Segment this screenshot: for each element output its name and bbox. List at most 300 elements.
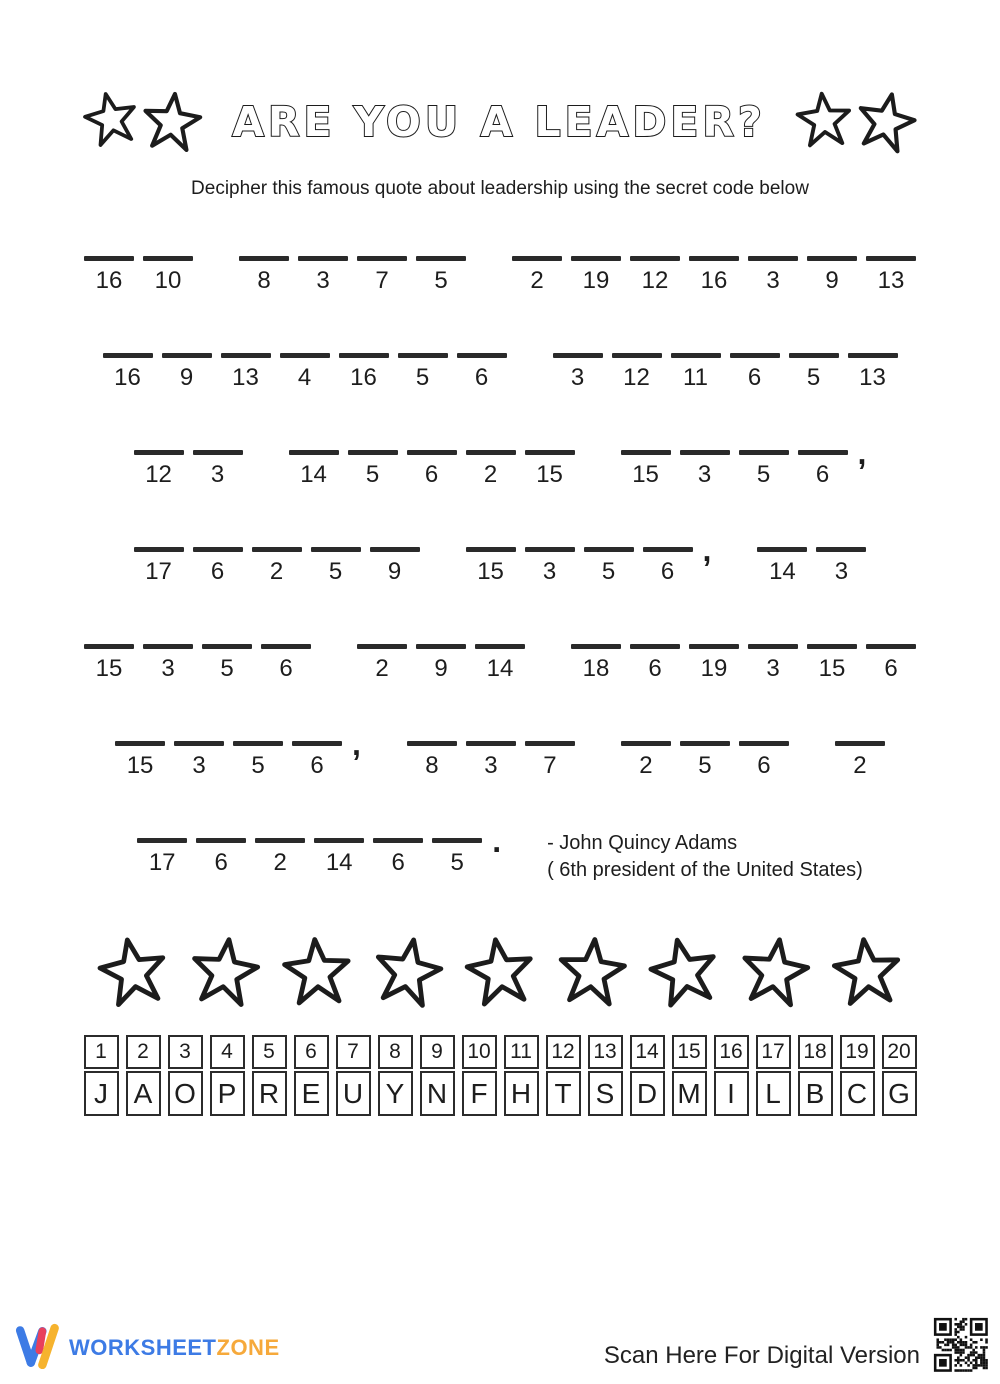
footer	[0, 1306, 1000, 1384]
answer-blank-line	[143, 644, 193, 649]
answer-code-number: 6	[310, 752, 324, 779]
answer-code-number: 5	[698, 752, 712, 779]
answer-blank-cell	[466, 450, 516, 487]
answer-blank-cell	[407, 450, 457, 487]
puzzle-word	[103, 353, 507, 390]
code-key-letter: P	[210, 1071, 245, 1116]
answer-code-number: 6	[815, 461, 830, 488]
code-key-number: 14	[630, 1035, 665, 1069]
answer-blank-cell	[261, 644, 311, 681]
answer-code-number: 15	[95, 655, 123, 682]
answer-blank-line	[680, 741, 730, 746]
answer-blank-cell	[115, 741, 165, 778]
answer-code-number: 6	[884, 655, 898, 682]
punctuation-mark: ,	[857, 435, 867, 471]
answer-blank-line	[289, 450, 339, 455]
code-key-letter: A	[126, 1071, 161, 1116]
answer-blank-line	[196, 838, 246, 843]
punctuation-mark: ,	[702, 532, 712, 568]
answer-blank-cell	[432, 838, 482, 875]
answer-blank-line	[174, 741, 224, 746]
answer-blank-line	[525, 741, 575, 746]
answer-code-number: 14	[769, 558, 796, 585]
answer-code-number: 8	[257, 267, 271, 294]
star-icon	[848, 84, 924, 160]
puzzle-word	[84, 644, 311, 681]
answer-blank-cell	[630, 256, 680, 293]
answer-code-number: 8	[425, 752, 439, 779]
answer-code-number: 7	[543, 752, 557, 779]
answer-blank-line	[193, 450, 243, 455]
code-key-letter: I	[714, 1071, 749, 1116]
answer-code-number: 2	[639, 752, 653, 779]
answer-blank-line	[739, 450, 789, 455]
puzzle-word	[115, 726, 361, 779]
code-key-column	[378, 1035, 413, 1116]
answer-blank-cell	[357, 644, 407, 681]
answer-code-number: 10	[154, 267, 182, 294]
answer-code-number: 12	[623, 364, 650, 391]
answer-code-number: 3	[210, 461, 225, 488]
answer-blank-cell	[584, 547, 634, 584]
answer-blank-cell	[239, 256, 289, 293]
star-icon	[458, 930, 542, 1014]
answer-code-number: 2	[483, 461, 498, 488]
code-key-column	[588, 1035, 623, 1116]
answer-blank-line	[193, 547, 243, 552]
brand-name	[69, 1335, 280, 1361]
answer-blank-cell	[143, 256, 193, 293]
answer-blank-line	[621, 741, 671, 746]
answer-code-number: 2	[853, 752, 867, 779]
code-key-column	[882, 1035, 917, 1116]
qr-code-icon	[932, 1316, 990, 1374]
answer-code-number: 16	[700, 267, 728, 294]
puzzle-row	[0, 353, 1000, 395]
answer-blank-line	[621, 450, 671, 455]
answer-code-number: 2	[375, 655, 389, 682]
code-key-letter: B	[798, 1071, 833, 1116]
answer-blank-cell	[630, 644, 680, 681]
code-key-column	[252, 1035, 287, 1116]
answer-code-number: 15	[126, 752, 154, 779]
answer-blank-cell	[407, 741, 457, 778]
code-key-number: 6	[294, 1035, 329, 1069]
answer-blank-line	[807, 256, 857, 261]
code-key-letter: M	[672, 1071, 707, 1116]
code-key-number: 9	[420, 1035, 455, 1069]
answer-blank-line	[134, 450, 184, 455]
answer-code-number: 6	[391, 849, 405, 876]
answer-code-number: 17	[148, 849, 176, 876]
answer-code-number: 5	[601, 558, 616, 585]
star-icon	[365, 929, 451, 1015]
answer-code-number: 14	[325, 849, 353, 876]
answer-blank-cell	[739, 450, 789, 487]
code-key-column	[630, 1035, 665, 1116]
answer-blank-cell	[525, 547, 575, 584]
answer-blank-cell	[689, 644, 739, 681]
answer-blank-cell	[193, 450, 243, 487]
answer-blank-line	[202, 644, 252, 649]
answer-blank-line	[280, 353, 330, 358]
answer-code-number: 9	[825, 267, 839, 294]
answer-code-number: 3	[316, 267, 330, 294]
answer-blank-cell	[196, 838, 246, 875]
answer-blank-cell	[255, 838, 305, 875]
answer-code-number: 15	[818, 655, 846, 682]
code-key-number: 12	[546, 1035, 581, 1069]
puzzle-word	[407, 741, 575, 778]
answer-code-number: 19	[582, 267, 610, 294]
answer-code-number: 6	[474, 364, 489, 391]
answer-blank-line	[357, 256, 407, 261]
puzzle-word	[289, 450, 575, 487]
answer-code-number: 18	[582, 655, 610, 682]
answer-blank-line	[373, 838, 423, 843]
answer-blank-line	[643, 547, 693, 552]
answer-blank-line	[571, 644, 621, 649]
answer-blank-line	[789, 353, 839, 358]
answer-blank-line	[143, 256, 193, 261]
answer-blank-cell	[848, 353, 898, 390]
puzzle-row	[0, 435, 1000, 492]
answer-blank-line	[866, 256, 916, 261]
answer-blank-line	[512, 256, 562, 261]
answer-blank-line	[630, 256, 680, 261]
code-key-letter: T	[546, 1071, 581, 1116]
puzzle-word	[757, 547, 866, 584]
code-key-number: 18	[798, 1035, 833, 1069]
answer-blank-cell	[525, 741, 575, 778]
answer-blank-cell	[134, 547, 184, 584]
answer-code-number: 3	[766, 655, 780, 682]
answer-blank-cell	[252, 547, 302, 584]
answer-code-number: 6	[757, 752, 771, 779]
answer-blank-line	[416, 644, 466, 649]
instructions-text: Decipher this famous quote about leadership using the secret code below	[191, 178, 809, 199]
answer-blank-line	[730, 353, 780, 358]
answer-blank-cell	[512, 256, 562, 293]
answer-code-number: 4	[297, 364, 312, 391]
answer-code-number: 16	[350, 364, 377, 391]
answer-blank-line	[584, 547, 634, 552]
star-icon	[277, 933, 356, 1012]
puzzle-word	[239, 256, 466, 293]
code-key-column	[126, 1035, 161, 1116]
answer-blank-cell	[621, 741, 671, 778]
puzzle-word	[466, 532, 712, 585]
quote-attribution	[547, 830, 863, 884]
answer-code-number: 6	[424, 461, 439, 488]
answer-blank-cell	[84, 644, 134, 681]
secret-code-key	[0, 1035, 1000, 1116]
answer-blank-cell	[730, 353, 780, 390]
code-key-column	[168, 1035, 203, 1116]
answer-blank-cell	[835, 741, 885, 778]
answer-blank-line	[239, 256, 289, 261]
answer-blank-line	[466, 450, 516, 455]
answer-blank-cell	[339, 353, 389, 390]
answer-code-number: 3	[484, 752, 498, 779]
answer-blank-line	[348, 450, 398, 455]
answer-blank-cell	[193, 547, 243, 584]
puzzle-word	[84, 256, 193, 293]
puzzle-row	[0, 256, 1000, 298]
star-icon	[826, 931, 907, 1012]
answer-blank-cell	[292, 741, 342, 778]
answer-blank-line	[671, 353, 721, 358]
answer-blank-cell	[807, 256, 857, 293]
answer-blank-line	[221, 353, 271, 358]
code-key-number: 2	[126, 1035, 161, 1069]
answer-blank-cell	[466, 741, 516, 778]
code-key-letter: Y	[378, 1071, 413, 1116]
answer-blank-cell	[398, 353, 448, 390]
answer-blank-line	[835, 741, 885, 746]
code-key-letter: U	[336, 1071, 371, 1116]
code-key-column	[84, 1035, 119, 1116]
puzzle-word	[621, 741, 789, 778]
answer-code-number: 3	[834, 558, 849, 585]
punctuation-mark: .	[492, 823, 502, 859]
answer-blank-line	[739, 741, 789, 746]
answer-blank-line	[553, 353, 603, 358]
answer-blank-cell	[757, 547, 807, 584]
code-key-column	[714, 1035, 749, 1116]
answer-code-number: 3	[192, 752, 206, 779]
brand-primary: WORKSHEET	[69, 1334, 217, 1360]
answer-code-number: 15	[536, 461, 563, 488]
answer-code-number: 5	[806, 364, 821, 391]
answer-code-number: 2	[273, 849, 287, 876]
code-key-letter: C	[840, 1071, 875, 1116]
answer-code-number: 3	[697, 461, 712, 488]
answer-blank-line	[466, 741, 516, 746]
code-key-letter: N	[420, 1071, 455, 1116]
header-stars-left	[82, 90, 204, 154]
answer-blank-cell	[233, 741, 283, 778]
code-key-letter: D	[630, 1071, 665, 1116]
answer-code-number: 5	[450, 849, 464, 876]
brand-secondary: ZONE	[216, 1334, 280, 1360]
puzzle-row	[0, 823, 1000, 881]
code-key-number: 4	[210, 1035, 245, 1069]
code-key-column	[840, 1035, 875, 1116]
answer-blank-cell	[680, 741, 730, 778]
answer-blank-cell	[748, 644, 798, 681]
answer-blank-line	[748, 644, 798, 649]
code-key-number: 19	[840, 1035, 875, 1069]
answer-code-number: 6	[747, 364, 762, 391]
puzzle-row	[0, 532, 1000, 589]
answer-code-number: 3	[570, 364, 585, 391]
answer-blank-cell	[866, 644, 916, 681]
answer-blank-cell	[298, 256, 348, 293]
code-key-letter: J	[84, 1071, 119, 1116]
answer-code-number: 5	[415, 364, 430, 391]
answer-blank-cell	[671, 353, 721, 390]
answer-blank-cell	[174, 741, 224, 778]
puzzle-word	[134, 547, 420, 584]
star-icon	[184, 931, 266, 1013]
answer-code-number: 13	[877, 267, 905, 294]
star-icon	[791, 87, 856, 152]
code-key-number: 5	[252, 1035, 287, 1069]
answer-blank-line	[466, 547, 516, 552]
code-key-column	[546, 1035, 581, 1116]
answer-code-number: 15	[632, 461, 659, 488]
puzzle-word	[571, 644, 916, 681]
code-key-column	[672, 1035, 707, 1116]
answer-code-number: 7	[375, 267, 389, 294]
answer-blank-cell	[370, 547, 420, 584]
answer-blank-cell	[789, 353, 839, 390]
answer-blank-line	[314, 838, 364, 843]
star-icon	[77, 85, 146, 154]
answer-code-number: 5	[220, 655, 234, 682]
answer-code-number: 2	[269, 558, 284, 585]
code-key-letter: S	[588, 1071, 623, 1116]
answer-blank-line	[630, 644, 680, 649]
answer-blank-cell	[571, 256, 621, 293]
page-title: ARE YOU A LEADER?	[232, 98, 766, 146]
answer-blank-line	[525, 547, 575, 552]
answer-blank-line	[311, 547, 361, 552]
code-key-column	[798, 1035, 833, 1116]
answer-blank-cell	[866, 256, 916, 293]
answer-blank-cell	[162, 353, 212, 390]
code-key-number: 11	[504, 1035, 539, 1069]
answer-blank-line	[689, 256, 739, 261]
answer-code-number: 6	[279, 655, 293, 682]
puzzle-row	[0, 726, 1000, 783]
code-key-letter: F	[462, 1071, 497, 1116]
answer-code-number: 6	[210, 558, 225, 585]
answer-blank-cell	[525, 450, 575, 487]
code-key-number: 1	[84, 1035, 119, 1069]
code-key-column	[336, 1035, 371, 1116]
puzzle-word	[134, 450, 243, 487]
answer-blank-line	[689, 644, 739, 649]
answer-blank-line	[233, 741, 283, 746]
logo-w-icon	[14, 1321, 60, 1369]
code-key-letter: G	[882, 1071, 917, 1116]
answer-code-number: 12	[641, 267, 669, 294]
puzzle-word	[512, 256, 916, 293]
answer-blank-line	[407, 741, 457, 746]
answer-blank-line	[398, 353, 448, 358]
answer-blank-cell	[103, 353, 153, 390]
code-key-number: 7	[336, 1035, 371, 1069]
worksheetzone-logo-icon	[14, 1321, 60, 1374]
answer-code-number: 5	[328, 558, 343, 585]
answer-code-number: 5	[756, 461, 771, 488]
puzzle	[0, 256, 1000, 880]
code-key-letter: R	[252, 1071, 287, 1116]
answer-code-number: 16	[95, 267, 123, 294]
answer-blank-cell	[739, 741, 789, 778]
worksheetzone-logo	[14, 1321, 280, 1374]
answer-blank-line	[339, 353, 389, 358]
answer-blank-cell	[612, 353, 662, 390]
answer-code-number: 19	[700, 655, 728, 682]
code-key-number: 16	[714, 1035, 749, 1069]
answer-blank-cell	[348, 450, 398, 487]
code-key-column	[210, 1035, 245, 1116]
answer-blank-line	[866, 644, 916, 649]
code-key-letter: L	[756, 1071, 791, 1116]
answer-code-number: 16	[114, 364, 141, 391]
answer-blank-cell	[357, 256, 407, 293]
code-key-column	[462, 1035, 497, 1116]
answer-blank-line	[525, 450, 575, 455]
code-key-number: 10	[462, 1035, 497, 1069]
answer-code-number: 2	[530, 267, 544, 294]
answer-blank-cell	[134, 450, 184, 487]
star-icon	[733, 930, 817, 1014]
puzzle-word	[137, 823, 502, 876]
answer-blank-line	[84, 644, 134, 649]
answer-blank-line	[816, 547, 866, 552]
code-key-column	[294, 1035, 329, 1116]
answer-code-number: 3	[766, 267, 780, 294]
answer-blank-line	[261, 644, 311, 649]
answer-blank-line	[757, 547, 807, 552]
answer-code-number: 6	[214, 849, 228, 876]
code-key-column	[756, 1035, 791, 1116]
answer-blank-cell	[280, 353, 330, 390]
answer-blank-line	[370, 547, 420, 552]
answer-code-number: 9	[434, 655, 448, 682]
answer-blank-cell	[311, 547, 361, 584]
code-key-number: 17	[756, 1035, 791, 1069]
answer-code-number: 9	[179, 364, 194, 391]
answer-blank-line	[103, 353, 153, 358]
answer-blank-line	[432, 838, 482, 843]
answer-blank-line	[748, 256, 798, 261]
answer-blank-cell	[798, 450, 848, 487]
puzzle-row	[0, 644, 1000, 686]
answer-blank-cell	[143, 644, 193, 681]
answer-code-number: 5	[251, 752, 265, 779]
answer-blank-line	[612, 353, 662, 358]
answer-blank-line	[357, 644, 407, 649]
answer-blank-cell	[621, 450, 671, 487]
code-key-number: 20	[882, 1035, 917, 1069]
answer-blank-line	[416, 256, 466, 261]
star-icon	[640, 928, 728, 1016]
answer-blank-line	[807, 644, 857, 649]
answer-blank-cell	[680, 450, 730, 487]
answer-blank-cell	[137, 838, 187, 875]
answer-blank-cell	[84, 256, 134, 293]
code-key-number: 3	[168, 1035, 203, 1069]
answer-blank-line	[162, 353, 212, 358]
code-key-column	[504, 1035, 539, 1116]
answer-blank-line	[798, 450, 848, 455]
answer-blank-line	[571, 256, 621, 261]
answer-blank-cell	[314, 838, 364, 875]
answer-blank-line	[457, 353, 507, 358]
answer-blank-cell	[202, 644, 252, 681]
answer-blank-cell	[553, 353, 603, 390]
answer-code-number: 6	[648, 655, 662, 682]
answer-blank-line	[134, 547, 184, 552]
answer-blank-line	[848, 353, 898, 358]
star-icon	[552, 932, 632, 1012]
star-icon	[137, 87, 207, 157]
